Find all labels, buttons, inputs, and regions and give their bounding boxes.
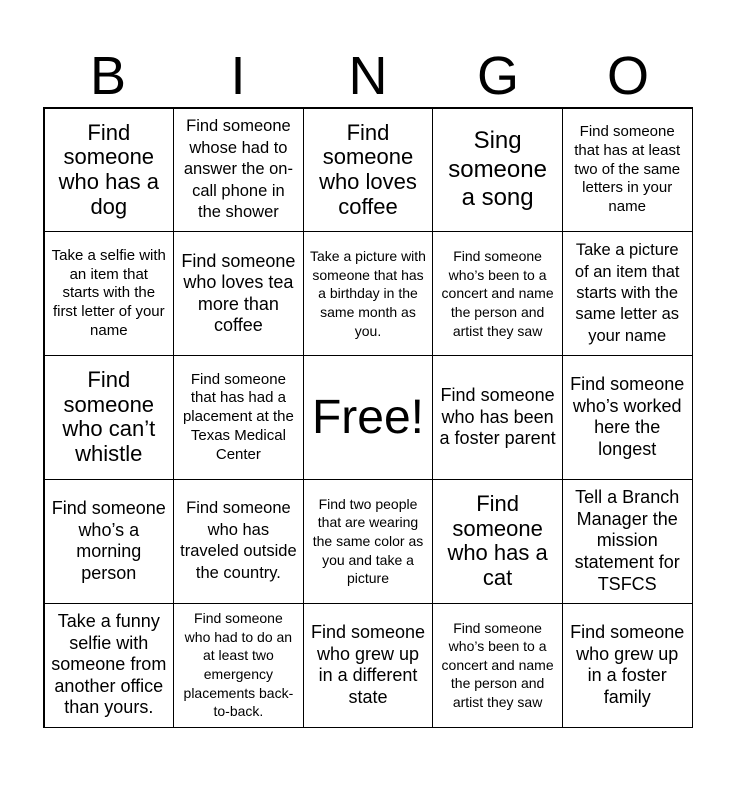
bingo-cell[interactable]: Find someone that has had a placement at the Texas Medical Center: [173, 355, 304, 480]
bingo-cell[interactable]: Take a funny selfie with someone from another office than yours.: [44, 603, 175, 728]
bingo-cell[interactable]: Take a selfie with an item that starts with the first letter of your name: [44, 231, 175, 356]
bingo-cell[interactable]: Find someone who loves tea more than coffee: [173, 231, 304, 356]
bingo-cell[interactable]: Take a picture of an item that starts with the same letter as your name: [562, 231, 693, 356]
bingo-cell[interactable]: Take a picture with someone that has a birthday in the same month as you.: [303, 231, 434, 356]
bingo-cell[interactable]: Tell a Branch Manager the mission statement for TSFCS: [562, 479, 693, 604]
bingo-cell[interactable]: Find someone who grew up in a different state: [303, 603, 434, 728]
bingo-cell[interactable]: Find someone who has been a foster parent: [432, 355, 563, 480]
header-letter-i: I: [230, 46, 246, 106]
bingo-cell[interactable]: Find someone who’s been to a concert and name the person and artist they saw: [432, 231, 563, 356]
header-letter-g: G: [476, 46, 519, 106]
bingo-cell[interactable]: Find someone whose had to answer the on-call phone in the shower: [173, 108, 304, 233]
bingo-cell[interactable]: Find someone who loves coffee: [303, 108, 434, 233]
bingo-cell[interactable]: Find someone who’s worked here the longest: [562, 355, 693, 480]
bingo-cell[interactable]: Find someone who grew up in a foster family: [562, 603, 693, 728]
header-letter-o: O: [606, 46, 649, 106]
bingo-header: [43, 46, 693, 106]
bingo-cell[interactable]: Find someone who has traveled outside the country.: [173, 479, 304, 604]
bingo-cell[interactable]: Find someone who has a dog: [44, 108, 175, 233]
bingo-cell[interactable]: Find two people that are wearing the same color as you and take a picture: [303, 479, 434, 604]
free-space[interactable]: Free!: [303, 355, 434, 480]
bingo-cell[interactable]: Find someone who’s a morning person: [44, 479, 175, 604]
header-letter-n: N: [348, 46, 388, 106]
bingo-grid: [43, 107, 693, 728]
bingo-cell[interactable]: Find someone who can’t whistle: [44, 355, 175, 480]
bingo-cell[interactable]: Sing someone a song: [432, 108, 563, 233]
header-letter-b: B: [89, 46, 127, 106]
bingo-cell[interactable]: Find someone that has at least two of the same letters in your name: [562, 108, 693, 233]
bingo-cell[interactable]: Find someone who had to do an at least two emergency placements back-to-back.: [173, 603, 304, 728]
bingo-cell[interactable]: Find someone who’s been to a concert and name the person and artist they saw: [432, 603, 563, 728]
bingo-cell[interactable]: Find someone who has a cat: [432, 479, 563, 604]
